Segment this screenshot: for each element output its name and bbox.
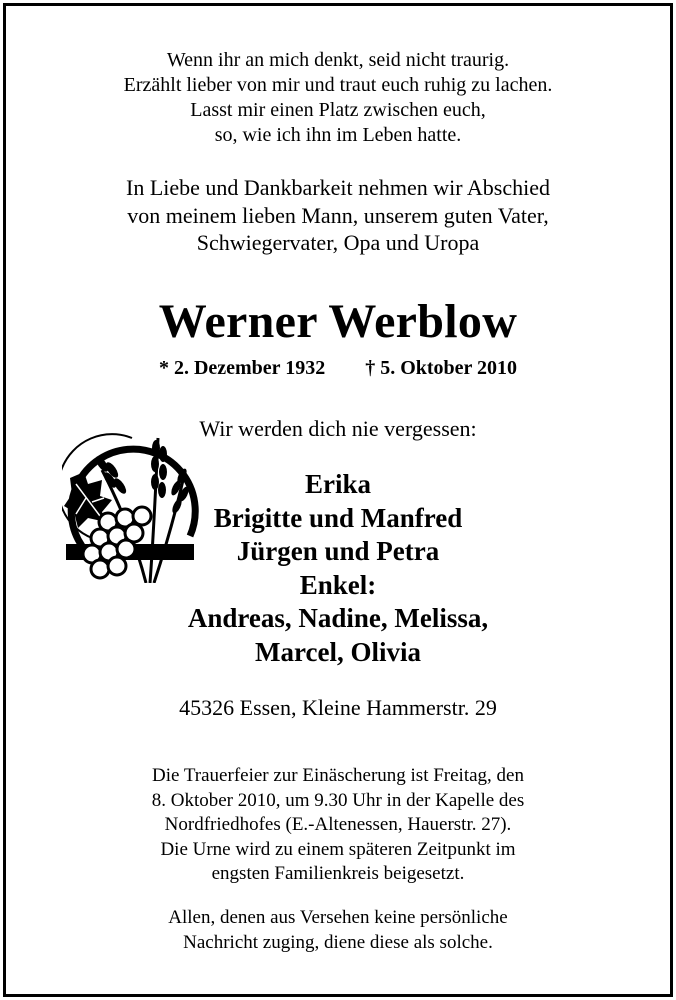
- closing-note: [48, 906, 628, 955]
- death-date: † 5. Oktober 2010: [365, 357, 518, 379]
- mourner: Brigitte und Manfred: [213, 502, 463, 533]
- address: 45326 Essen, Kleine Hammerstr. 29: [179, 695, 497, 720]
- mourners-list: [48, 468, 628, 669]
- intro-line: In Liebe und Dankbarkeit nehmen wir Abschied: [126, 175, 550, 200]
- life-dates: [88, 355, 588, 381]
- poem: [0, 48, 676, 148]
- mourner: Erika: [304, 469, 371, 499]
- mourner: Andreas, Nadine, Melissa,: [187, 603, 489, 633]
- funeral-service-info: [48, 764, 628, 887]
- service-line: Nordfriedhofes (E.-Altenessen, Hauerstr. 27).: [164, 814, 512, 835]
- service-line: Die Urne wird zu einem späteren Zeitpunkt im: [160, 838, 516, 860]
- intro-line: von meinem lieben Mann, unserem guten Vater,: [127, 202, 549, 228]
- poem-line: so, wie ich ihn im Leben hatte.: [214, 124, 462, 146]
- mourner: Marcel, Olivia: [255, 636, 421, 667]
- remembrance-line: Wir werden dich nie vergessen:: [199, 416, 477, 441]
- farewell-intro: [0, 174, 676, 257]
- birth-date: * 2. Dezember 1932: [158, 357, 326, 379]
- poem-line: Wenn ihr an mich denkt, seid nicht traurig.: [166, 49, 510, 71]
- mourner: Jürgen und Petra: [236, 536, 440, 566]
- intro-line: Schwiegervater, Opa und Uropa: [196, 230, 480, 255]
- deceased-name: Werner Werblow: [158, 295, 518, 348]
- closing-line: Nachricht zuging, diene diese als solche.: [183, 931, 493, 953]
- mourner-heading: Enkel:: [299, 569, 377, 600]
- poem-line: Erzählt lieber von mir und traut euch ruhig zu lachen.: [123, 74, 553, 96]
- closing-line: Allen, denen aus Versehen keine persönliche: [168, 907, 508, 928]
- poem-line: Lasst mir einen Platz zwischen euch,: [190, 99, 486, 121]
- service-line: engsten Familienkreis beigesetzt.: [211, 863, 465, 884]
- service-line: 8. Oktober 2010, um 9.30 Uhr in der Kapelle des: [151, 789, 525, 811]
- service-line: Die Trauerfeier zur Einäscherung ist Freitag, den: [152, 765, 524, 786]
